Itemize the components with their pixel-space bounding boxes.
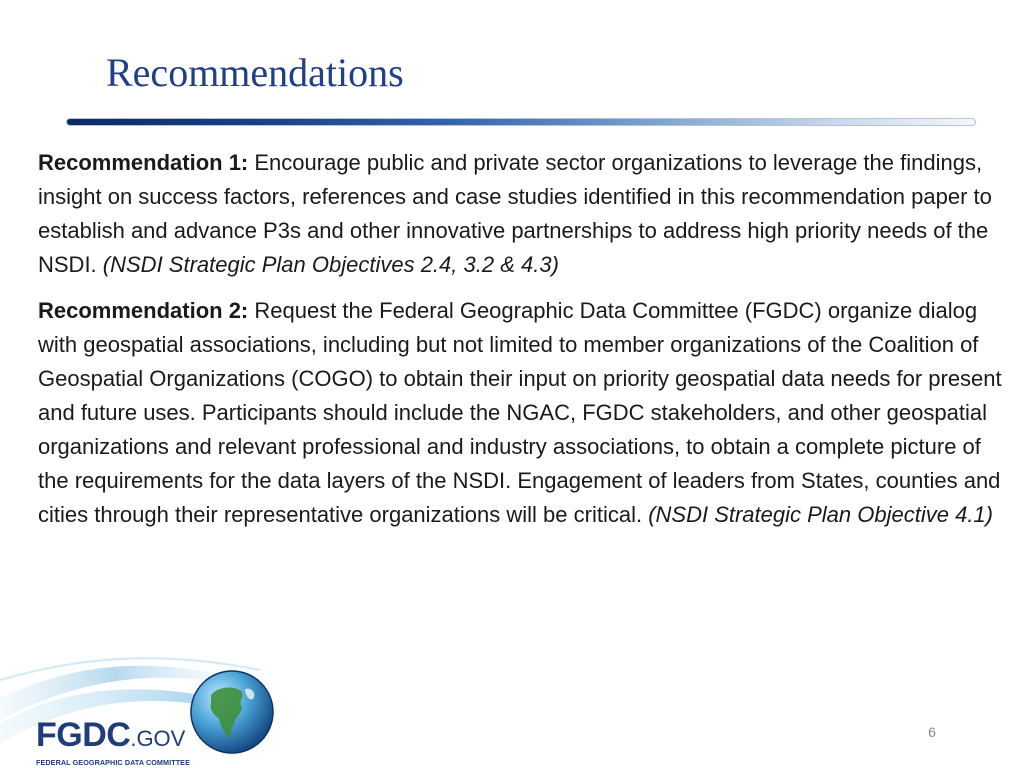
slide-title: Recommendations (106, 50, 404, 95)
recommendation-2-citation: (NSDI Strategic Plan Objective 4.1) (648, 502, 993, 527)
recommendation-1-label: Recommendation 1: (38, 150, 249, 175)
logo-suffix-text: .GOV (130, 726, 186, 751)
recommendation-2-label: Recommendation 2: (38, 298, 249, 323)
logo-subtitle: FEDERAL GEOGRAPHIC DATA COMMITTEE (36, 758, 190, 767)
logo-main-text: FGDC (36, 716, 131, 754)
slide-body (38, 146, 1010, 544)
recommendation-1-citation: (NSDI Strategic Plan Objectives 2.4, 3.2 & 4.3) (102, 252, 559, 277)
recommendation-2 (38, 294, 1010, 532)
globe-icon (189, 669, 275, 755)
title-divider (66, 118, 976, 126)
recommendation-2-text: Request the Federal Geographic Data Committee (FGDC) organize dialog with geospatial associations, including but not limited to member organizations of the Coalition of Geospatial Organizations (COGO) to obtain their input on priority geospatial data needs for present and future uses. Participants should include the NGAC, FGDC stakeholders, and other geospatial organizations and relevant professional and industry associations, to obtain a complete picture of the requirements for the data layers of the NSDI. Engagement of leaders from States, counties and cities through their representative organizations will be critical. (38, 298, 1002, 527)
page-number: 6 (928, 724, 936, 740)
fgdc-logo (36, 718, 190, 767)
recommendation-1 (38, 146, 1010, 282)
recommendation-1-text: Encourage public and private sector organizations to leverage the findings, insight on success factors, references and case studies identified in this recommendation paper to establish and advance P3s and other innovative partnerships to address high priority needs of the NSDI. (38, 150, 992, 277)
